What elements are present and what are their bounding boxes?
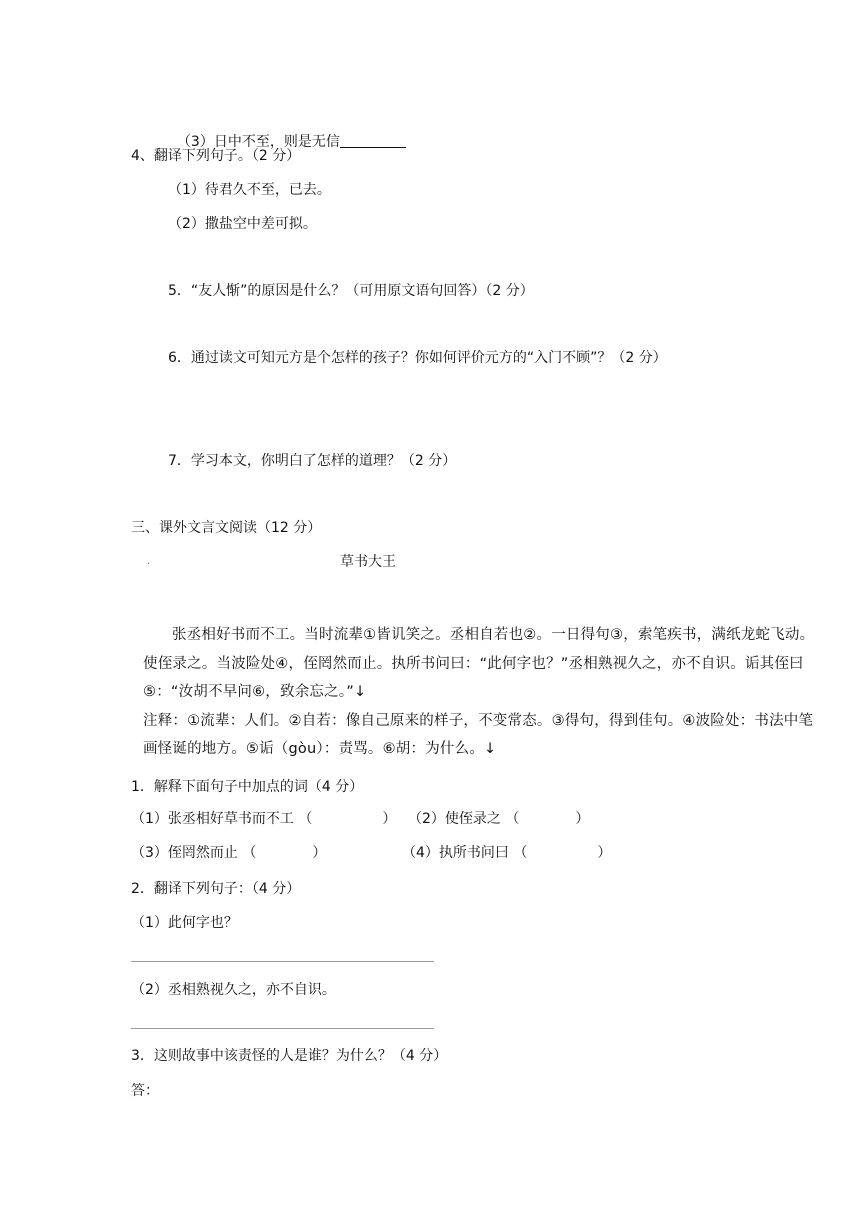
notes-line-2: 画怪诞的地方。⑤诟（gòu）：责骂。⑥胡：为什么。↓ xyxy=(143,741,497,757)
q6: 6．通过读文可知元方是个怎样的孩子？你如何评价元方的“入门不顾”？（2 分） xyxy=(168,350,667,366)
section-title: 三、课外文言文阅读（12 分） xyxy=(131,520,322,536)
stray-dot: . xyxy=(147,556,151,567)
passage-title: 草书大王 xyxy=(340,554,396,570)
q4-item-2: （2）撒盐空中差可拟。 xyxy=(168,216,317,232)
q7: 7．学习本文，你明白了怎样的道理？（2 分） xyxy=(168,453,457,469)
p3-q2-title: 2．翻译下列句子：（4 分） xyxy=(131,881,301,897)
p3-q1-item-3: （3）侄罔然而止 （ ） xyxy=(131,845,327,861)
p3-q1-title: 1．解释下面句子中加点的词（4 分） xyxy=(131,779,364,795)
q5: 5．“友人惭”的原因是什么？（可用原文语句回答）（2 分） xyxy=(168,283,534,299)
q3-item-3-text: （3）日中不至，则是无信 xyxy=(176,134,340,150)
q4-title: 4、翻译下列句子。（2 分） xyxy=(131,148,301,164)
p3-q3-title: 3．这则故事中该责怪的人是谁？为什么？（4 分） xyxy=(131,1048,448,1064)
p3-q2-item-1: （1）此何字也？ xyxy=(131,915,238,931)
p3-q1-item-1: （1）张丞相好草书而不工 （ ） xyxy=(131,811,397,827)
answer-line-2 xyxy=(131,1028,434,1029)
passage-line-2: 使侄录之。当波险处④，侄罔然而止。执所书问曰：“此何字也？”丞相熟视久之，亦不自识。诟其侄曰 xyxy=(143,656,804,672)
notes-line-1: 注释：①流辈：人们。②自若：像自己原来的样子，不变常态。③得句，得到佳句。④波险处：书法中笔 xyxy=(143,713,814,729)
p3-q1-item-2: （2）使侄录之 （ ） xyxy=(408,811,590,827)
answer-blank xyxy=(340,133,406,148)
passage-line-3: ⑤：“汝胡不早问⑥，致余忘之。”↓ xyxy=(143,684,367,700)
p3-q1-item-4: （4）执所书问曰 （ ） xyxy=(402,845,612,861)
p3-q2-item-2: （2）丞相熟视久之，亦不自识。 xyxy=(131,982,336,998)
answer-line-1 xyxy=(131,961,434,962)
passage-line-1: 张丞相好书而不工。当时流辈①皆讥笑之。丞相自若也②。一日得句③，索笔疾书，满纸龙蛇飞动。 xyxy=(172,627,815,643)
answer-label: 答： xyxy=(131,1083,159,1099)
q4-item-1: （1）待君久不至，已去。 xyxy=(168,182,331,198)
